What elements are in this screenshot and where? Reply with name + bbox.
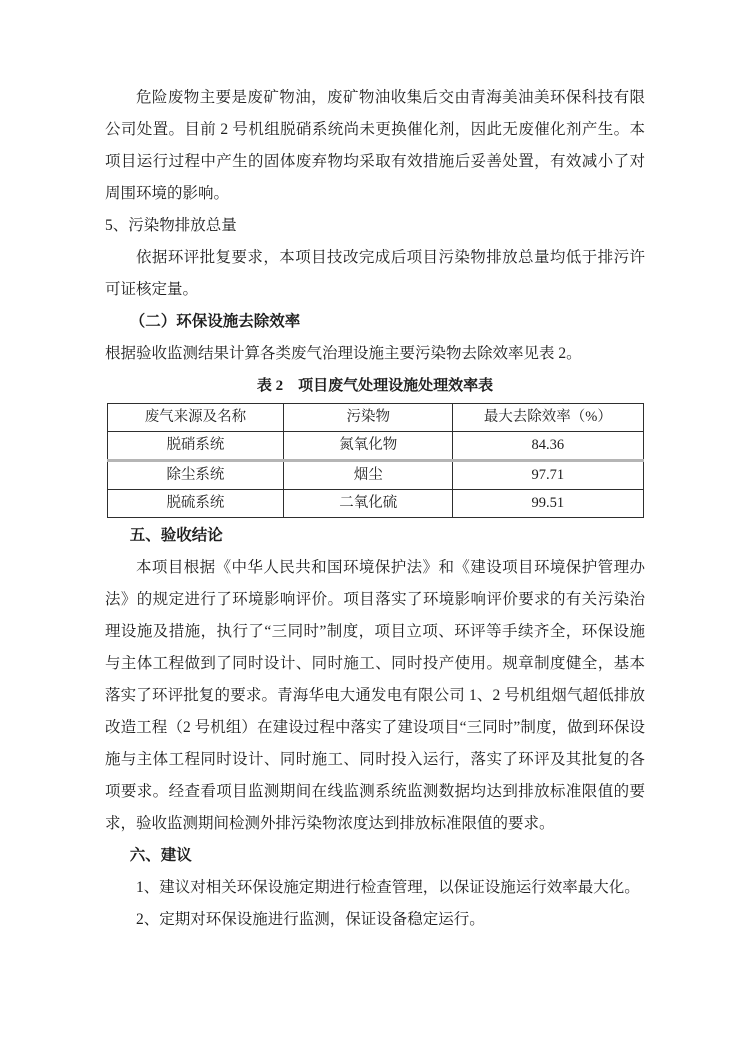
heading-pollutant-total: 5、污染物排放总量 xyxy=(105,217,237,234)
cell-efficiency: 97.71 xyxy=(453,461,643,490)
paragraph-hazardous-waste: 危险废物主要是废矿物油，废矿物油收集后交由青海美油美环保科技有限公司处置。目前 2 号机组脱硝系统尚未更换催化剂，因此无废催化剂产生。本项目运行过程中产生的固体废弃物均采取有效措施后妥善处置，有效减小了对周围环境的影响。 xyxy=(105,89,645,202)
table2 xyxy=(107,403,644,518)
table2-header-pollutant: 污染物 xyxy=(284,404,453,432)
heading-conclusion: 五、验收结论 xyxy=(129,527,223,544)
document-page xyxy=(105,0,645,936)
cell-efficiency: 99.51 xyxy=(453,490,643,518)
cell-source: 除尘系统 xyxy=(107,461,284,490)
paragraph-removal-intro: 根据验收监测结果计算各类废气治理设施主要污染物去除效率见表 2。 xyxy=(105,345,582,362)
cell-pollutant: 烟尘 xyxy=(284,461,453,490)
paragraph-suggestion-1: 1、建议对相关环保设施定期进行检查管理，以保证设施运行效率最大化。 xyxy=(136,879,640,896)
cell-source: 脱硝系统 xyxy=(107,432,284,461)
table2-header-source: 废气来源及名称 xyxy=(107,404,284,432)
table2-header-efficiency: 最大去除效率（%） xyxy=(453,404,643,432)
heading-section-2: （二）环保设施去除效率 xyxy=(129,313,301,330)
table-row-denitration xyxy=(107,432,643,461)
table-row-dedusting xyxy=(107,461,643,490)
cell-pollutant: 二氧化硫 xyxy=(284,490,453,518)
paragraph-total-emission: 依据环评批复要求，本项目技改完成后项目污染物排放总量均低于排污许可证核定量。 xyxy=(105,249,645,298)
table2-title: 表 2 项目废气处理设施处理效率表 xyxy=(256,378,494,394)
cell-efficiency: 84.36 xyxy=(453,432,643,461)
cell-pollutant: 氮氧化物 xyxy=(284,432,453,461)
paragraph-conclusion: 本项目根据《中华人民共和国环境保护法》和《建设项目环境保护管理办法》的规定进行了环境影响评价。项目落实了环境影响评价要求的有关污染治理设施及措施，执行了“三同时”制度，项目立项、环评等手续齐全，环保设施与主体工程做到了同时设计、同时施工、同时投产使用。规章制度健全，基本落实了环评批复的要求。青海华电大通发电有限公司 1、2 号机组烟气超低排放改造工程（2 号机组）在建设过程中落实了建设项目“三同时”制度，做到环保设施与主体工程同时设计、同时施工、同时投入运行，落实了环评及其批复的各项要求。经查看项目监测期间在线监测系统监测数据均达到排放标准限值的要求，验收监测期间检测外排污染物浓度达到排放标准限值的要求。 xyxy=(105,559,645,832)
table-row-desulfurization xyxy=(107,490,643,518)
paragraph-suggestion-2: 2、定期对环保设施进行监测，保证设备稳定运行。 xyxy=(136,911,485,928)
heading-suggestions: 六、建议 xyxy=(129,847,192,864)
table2-header-row xyxy=(107,404,643,432)
cell-source: 脱硫系统 xyxy=(107,490,284,518)
